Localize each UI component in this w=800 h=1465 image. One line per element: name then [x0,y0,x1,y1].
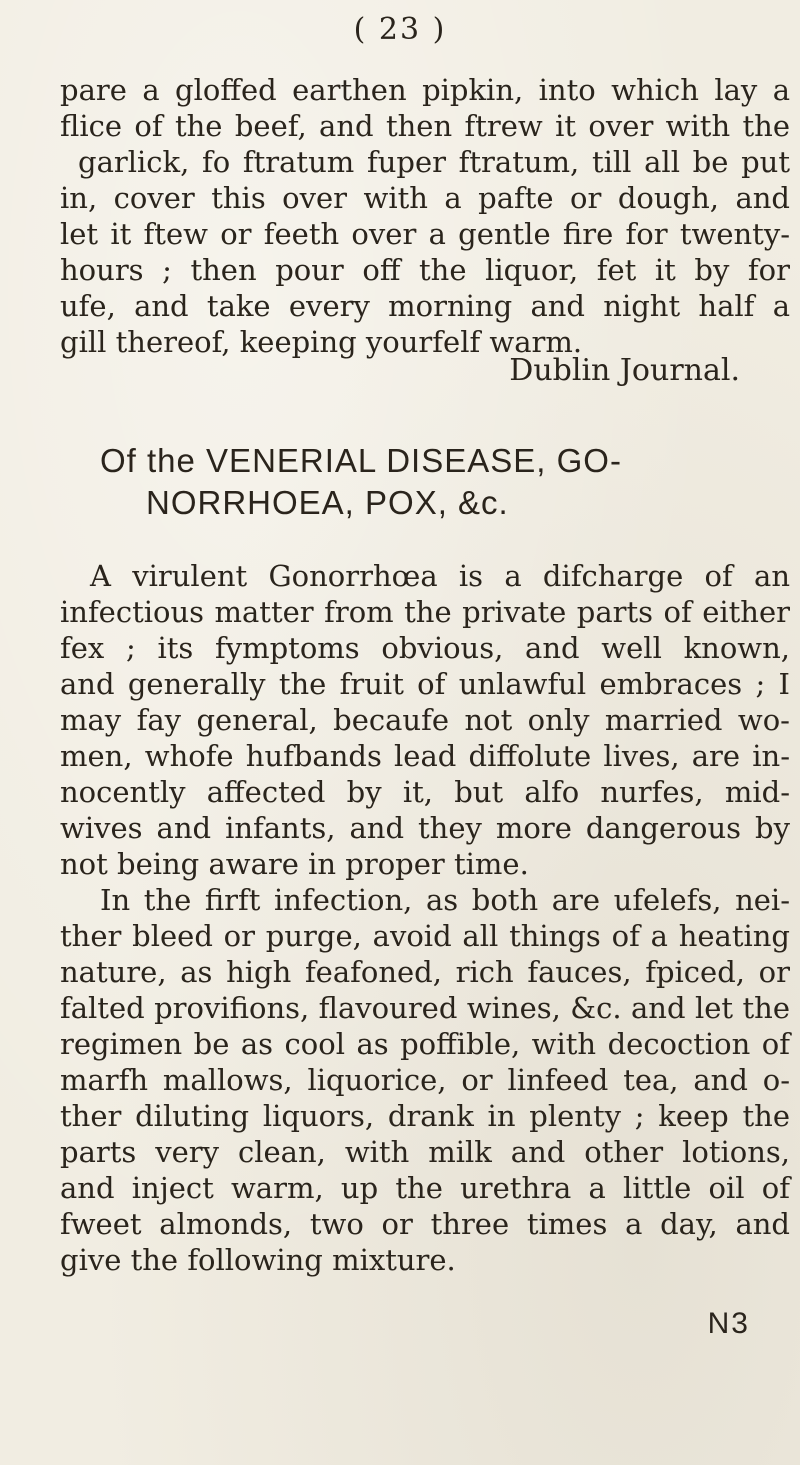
heading-line-2: NORRHOEA, POX, &c. [146,484,509,521]
text-line: infectious matter from the private parts of either [60,595,790,629]
body-paragraph [60,558,790,1278]
attribution: Dublin Journal. [509,353,740,388]
text-line: garlick, fo ftratum fuper ftratum, till all be put [78,145,790,179]
text-line: A virulent Gonorrhœa is a difcharge of an [90,559,790,593]
text-line: fex ; its fymptoms obvious, and well known, [60,631,790,665]
text-line: falted provifions, flavoured wines, &c. and let the [60,991,790,1025]
text-line: wives and infants, and they more dangerous by [60,811,790,845]
text-line: parts very clean, with milk and other lotions, [60,1135,790,1169]
text-line: gill thereof, keeping yourfelf warm. [60,325,583,359]
text-line: pare a gloffed earthen pipkin, into which lay a [60,73,790,107]
text-line: fweet almonds, two or three times a day, and [60,1207,790,1241]
text-line: let it ftew or feeth over a gentle fire for twenty- [60,217,790,251]
text-line: ther diluting liquors, drank in plenty ; keep the [60,1099,790,1133]
text-line: give the following mixture. [60,1243,456,1277]
text-line: may fay general, becaufe not only married wo- [60,703,790,737]
text-line: regimen be as cool as poffible, with decoction of [60,1027,790,1061]
catchword: N3 [707,1307,750,1340]
text-line: in, cover this over with a pafte or dough, and [60,181,790,215]
text-line: ther bleed or purge, avoid all things of a heating [60,919,790,953]
section-heading [100,440,780,524]
text-line: In the firft infection, as both are ufelefs, nei- [100,883,790,917]
text-line: men, whofe hufbands lead diffolute lives, are in- [60,739,790,773]
text-line: hours ; then pour off the liquor, fet it by for [60,253,790,287]
text-line: and generally the fruit of unlawful embraces ; I [60,667,790,701]
page-number: ( 23 ) [353,12,447,47]
text-line: not being aware in proper time. [60,847,529,881]
text-line: nocently affected by it, but alfo nurfes, mid- [60,775,790,809]
text-line: nature, as high feafoned, rich fauces, fpiced, or [60,955,790,989]
top-paragraph [60,72,790,360]
text-line: and inject warm, up the urethra a little oil of [60,1171,790,1205]
text-line: marfh mallows, liquorice, or linfeed tea, and o- [60,1063,790,1097]
text-line: flice of the beef, and then ftrew it over with the [60,109,790,143]
heading-line-1: Of the VENERIAL DISEASE, GO- [100,442,622,479]
text-line: ufe, and take every morning and night half a [60,289,790,323]
